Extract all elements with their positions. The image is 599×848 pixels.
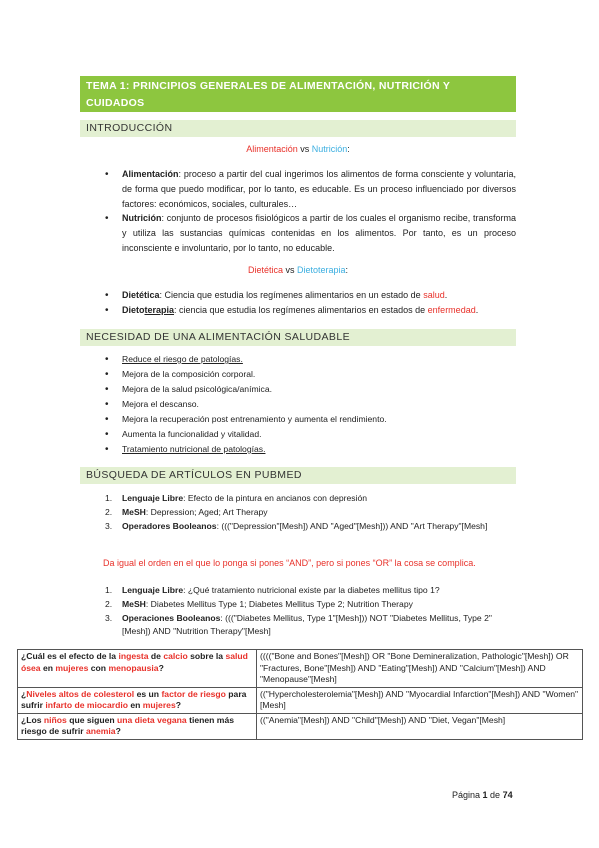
- item-text: : Efecto de la pintura en ancianos con depresión: [183, 493, 368, 503]
- search-item-2: [105, 506, 516, 519]
- question-text: es un: [134, 688, 162, 699]
- term-alimentacion: Alimentación: [122, 169, 179, 179]
- heading-dietoterapia: Dietoterapia: [296, 265, 346, 275]
- item-term: Operadores Booleanos: [122, 521, 217, 531]
- heading-dietetica: Dietética: [247, 265, 283, 275]
- question-text: que siguen: [66, 714, 117, 725]
- table-row: [18, 650, 583, 688]
- heading-alimentacion: Alimentación: [246, 144, 298, 154]
- item-term: Operaciones Booleanos: [122, 613, 221, 623]
- item-number: 3.: [105, 613, 113, 623]
- heading-colon: :: [347, 144, 350, 154]
- query-cell: (("Anemia"[Mesh]) AND "Child"[Mesh]) AND "Diet, Vegan"[Mesh]: [257, 713, 583, 739]
- question-text: con: [88, 662, 109, 673]
- section-heading-necesidad: NECESIDAD DE UNA ALIMENTACIÓN SALUDABLE: [80, 329, 516, 346]
- heading-vs: vs: [297, 144, 312, 154]
- highlighted-term: factor de riesgo: [161, 688, 226, 699]
- word-enfermedad: enfermedad: [427, 305, 476, 315]
- bullet-dietoterapia: [122, 303, 516, 318]
- def-alimentacion: : proceso a partir del cual ingerimos los alimentos de forma consciente y voluntaria, de forma que puedo modificar, por lo tanto, es educable. Es un proceso influenciado por diversos factores: económicos, sociales, culturales…: [122, 169, 516, 209]
- term-dietetica: Dietética: [122, 290, 160, 300]
- item-text: : ((("Depression"[Mesh]) AND "Aged"[Mesh])) AND "Art Therapy"[Mesh]: [216, 521, 488, 531]
- intro-heading-2: [80, 265, 516, 275]
- page-footer: [452, 790, 513, 800]
- item-term: MeSH: [122, 507, 146, 517]
- necesidad-item: • Mejora de la salud psicológica/anímica.: [122, 383, 516, 396]
- question-text: sobre la: [187, 651, 226, 661]
- highlighted-term: salud ósea: [21, 651, 248, 673]
- word-salud: salud: [423, 290, 445, 300]
- necesidad-item: • Mejora el descanso.: [122, 398, 516, 411]
- term-nutricion: Nutrición: [122, 213, 162, 223]
- highlighted-term: ingesta: [118, 651, 149, 661]
- item-number: 3.: [105, 521, 113, 531]
- highlighted-term: mujeres: [142, 700, 176, 710]
- question-cell: [18, 650, 257, 688]
- highlighted-term: una dieta vegana: [116, 714, 187, 725]
- highlighted-term: anemia: [85, 726, 116, 736]
- item-number: 2.: [105, 599, 113, 609]
- page-number: 1: [482, 790, 488, 800]
- table-row: [18, 713, 583, 739]
- item-number: 1.: [105, 493, 113, 503]
- question-text: en: [127, 700, 143, 710]
- question-text: ?: [158, 662, 164, 673]
- query-cell: (((("Bone and Bones"[Mesh]) OR "Bone Demineralization, Pathologic"[Mesh]) OR "Fractures, Bone"[Mesh]) AND "Eating"[Mesh]) AND "Calcium"[Mesh]) AND "Menopause"[Mesh]: [257, 650, 583, 688]
- table-row: [18, 687, 583, 713]
- highlighted-term: Niveles altos de colesterol: [26, 688, 135, 699]
- section-heading-intro: INTRODUCCIÓN: [80, 120, 516, 137]
- necesidad-item: • Aumenta la funcionalidad y vitalidad.: [122, 428, 516, 441]
- bullet-dietetica: [122, 288, 516, 303]
- search-item-1: [105, 492, 516, 505]
- item-text: : ¿Qué tratamiento nutricional existe par la diabetes mellitus tipo 1?: [183, 585, 440, 595]
- footer-label: Página: [452, 790, 483, 800]
- question-2: [21, 689, 246, 711]
- search-item-3: [105, 520, 516, 533]
- page-title: TEMA 1: PRINCIPIOS GENERALES DE ALIMENTACIÓN, NUTRICIÓN Y CUIDADOS: [80, 76, 516, 112]
- bullet-nutricion: [122, 211, 516, 256]
- search2-item-3: [105, 612, 516, 638]
- item-number: 2.: [105, 507, 113, 517]
- question-cell: [18, 687, 257, 713]
- item-term: MeSH: [122, 599, 146, 609]
- highlighted-term: infarto de miocardio: [45, 700, 128, 710]
- def-dietetica: : Ciencia que estudia los regímenes alimentarios en un estado de: [159, 290, 424, 300]
- question-text: ¿Cuál es el efecto de la: [21, 651, 119, 661]
- question-cell: [18, 713, 257, 739]
- page-total: 74: [502, 790, 513, 800]
- term-dietoterapia-a: Dieto: [122, 305, 145, 315]
- item-text: : Depression; Aged; Art Therapy: [145, 507, 268, 517]
- period: .: [444, 290, 448, 300]
- bullet-alimentacion: [122, 167, 516, 212]
- question-text: ?: [175, 700, 181, 710]
- period: .: [475, 305, 479, 315]
- item-term: Lenguaje Libre: [122, 493, 184, 503]
- footer-of: de: [487, 790, 503, 800]
- search2-item-2: [105, 598, 516, 611]
- highlighted-term: niños: [43, 714, 67, 725]
- question-text: para sufrir: [21, 688, 247, 710]
- question-text: en: [40, 662, 56, 673]
- item-number: 1.: [105, 585, 113, 595]
- question-text: de: [148, 651, 164, 661]
- search2-item-1: [105, 584, 516, 597]
- necesidad-item: • Tratamiento nutricional de patologías.: [122, 443, 516, 456]
- necesidad-item: • Reduce el riesgo de patologías.: [122, 353, 516, 366]
- question-text: ¿: [21, 688, 27, 699]
- heading2-colon: :: [345, 265, 349, 275]
- highlighted-term: menopausia: [108, 662, 159, 673]
- def-nutricion: : conjunto de procesos fisiológicos a partir de los cuales el organismo recibe, transforma y utiliza las sustancias químicas contenidas en los alimentos. Por tanto, es un proceso inconsciente e involuntario, por lo tanto, no educable.: [122, 213, 516, 253]
- def-dietoterapia: : ciencia que estudia los regímenes alimentarios en estados de: [174, 305, 428, 315]
- question-3: [21, 715, 234, 737]
- query-cell: (("Hypercholesterolemia"[Mesh]) AND "Myocardial Infarction"[Mesh]) AND "Women"[Mesh]: [257, 687, 583, 713]
- question-text: ?: [115, 726, 121, 736]
- section-heading-busqueda: BÚSQUEDA DE ARTÍCULOS EN PUBMED: [80, 467, 516, 484]
- necesidad-item: • Mejora de la composición corporal.: [122, 368, 516, 381]
- item-text: : ((("Diabetes Mellitus, Type 1"[Mesh])) NOT "Diabetes Mellitus, Type 2"[Mesh]) AND "Nutrition Therapy"[Mesh]: [122, 613, 492, 636]
- question-text: ¿Los: [21, 714, 44, 725]
- heading2-vs: vs: [282, 265, 297, 275]
- highlighted-term: mujeres: [55, 662, 89, 673]
- pubmed-query-table: [17, 649, 583, 740]
- intro-heading: [80, 144, 516, 154]
- question-1: [21, 651, 248, 673]
- order-note: Da igual el orden en el que lo ponga si pones “AND”, pero si pones “OR” la cosa se complica.: [103, 558, 476, 568]
- question-text: tienen más riesgo de sufrir: [21, 714, 235, 736]
- term-dietoterapia-b: terapia: [144, 305, 175, 315]
- heading-nutricion: Nutrición: [311, 144, 348, 154]
- necesidad-item: • Mejora la recuperación post entrenamiento y aumenta el rendimiento.: [122, 413, 516, 426]
- highlighted-term: calcio: [163, 651, 188, 661]
- item-term: Lenguaje Libre: [122, 585, 184, 595]
- item-text: : Diabetes Mellitus Type 1; Diabetes Mellitus Type 2; Nutrition Therapy: [145, 599, 413, 609]
